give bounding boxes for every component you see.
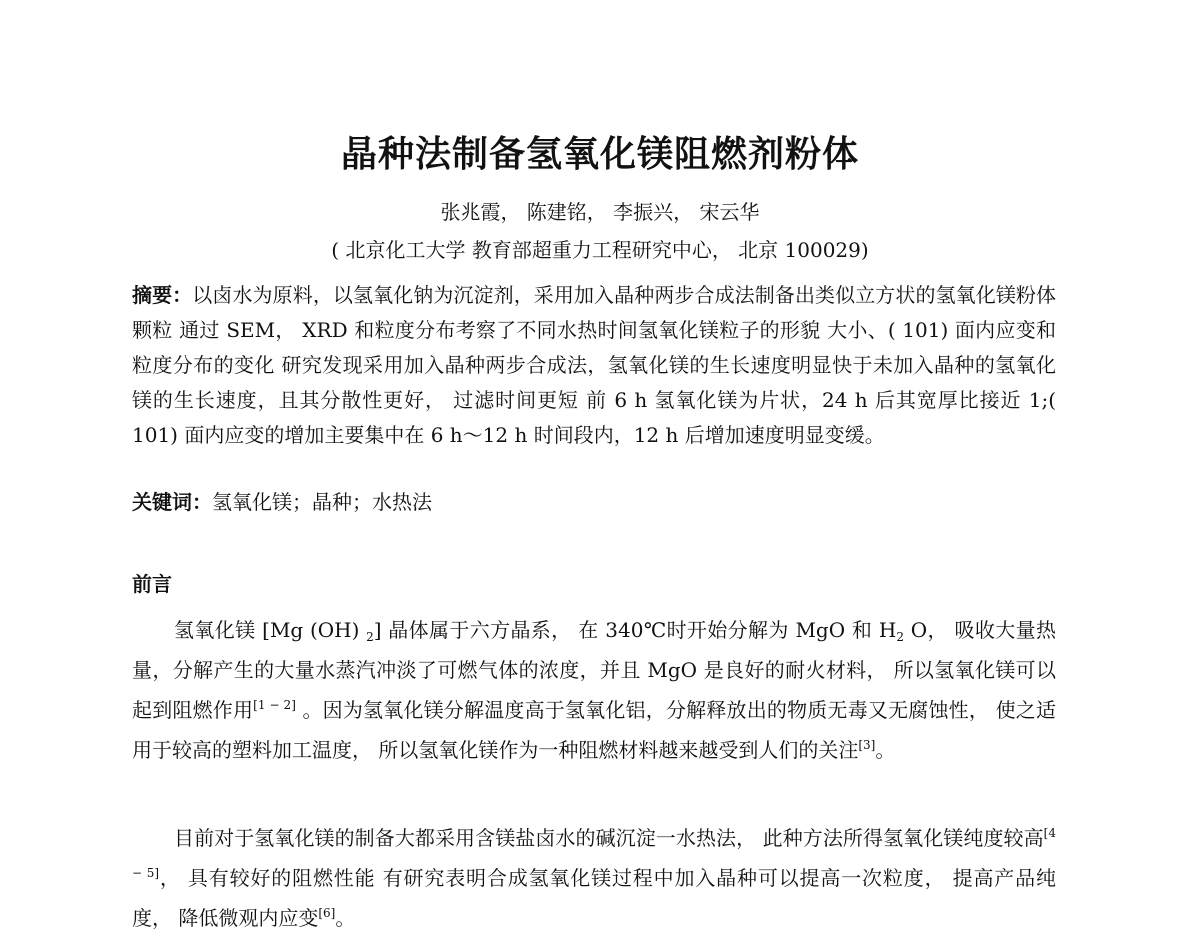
text-run: 。因为氢氧化镁分解温度高于氢氧化铝，分解释放出的物质无毒又无腐蚀性， 使之适用于较高的塑料加工温度， 所以氢氧化镁作为一种阻燃材料越来越受到人们的关注 <box>132 698 1057 762</box>
subscript: 2 <box>896 630 904 644</box>
keywords-text: 氢氧化镁；晶种；水热法 <box>212 490 432 514</box>
body-paragraph <box>132 610 1056 770</box>
affiliation: ( 北京化工大学 教育部超重力工程研究中心， 北京 100029) <box>331 238 869 262</box>
section-heading: 前言 <box>132 572 172 596</box>
citation: [4 − 5] <box>132 826 1056 880</box>
subscript: 2 <box>366 630 374 644</box>
paper-title: 晶种法制备氢氧化镁阻燃剂粉体 <box>340 134 859 175</box>
abstract <box>132 278 1056 453</box>
citation: [1 − 2] <box>253 698 296 712</box>
abstract-label: 摘要： <box>132 283 193 307</box>
citation: [6] <box>318 906 336 920</box>
keywords <box>132 486 1056 518</box>
abstract-text: 以卤水为原料，以氢氧化钠为沉淀剂，采用加入晶种两步合成法制备出类似立方状的氢氧化镁粉体颗粒 通过 SEM， XRD 和粒度分布考察了不同水热时间氢氧化镁粒子的形貌 大小、( 101) 面内应变和粒度分布的变化 研究发现采用加入晶种两步合成法，氢氧化镁的生长速度明显快于未加入晶种的氢氧化镁的生长速度，且其分散性更好， 过滤时间更短 前 6 h 氢氧化镁为片状，24 h 后其宽厚比接近 1;( 101) 面内应变的增加主要集中在 6 h～12 h 时间段内，12 h 后增加速度明显变缓。 <box>132 283 1057 447</box>
body-paragraph <box>132 818 1056 938</box>
citation: [3] <box>858 738 876 752</box>
text-run: 。 <box>875 738 896 762</box>
text-run: O， 吸收大量热量，分解产生的大量水蒸汽冲淡了可燃气体的浓度，并且 MgO 是良好的耐火材料， 所以氢氧化镁可以起到阻燃作用 <box>132 618 1056 722</box>
text-run: ， 具有较好的阻燃性能 有研究表明合成氢氧化镁过程中加入晶种可以提高一次粒度， 提高产品纯度， 降低微观内应变 <box>132 866 1056 930</box>
keywords-label: 关键词： <box>132 490 212 514</box>
text-run: 。 <box>335 906 356 930</box>
text-run: ] 晶体属于六方晶系， 在 340℃时开始分解为 MgO 和 H <box>373 618 897 642</box>
author-list: 张兆霞， 陈建铭， 李振兴， 宋云华 <box>440 200 760 224</box>
text-run: 氢氧化镁 [Mg (OH) <box>174 618 367 642</box>
text-run: 目前对于氢氧化镁的制备大都采用含镁盐卤水的碱沉淀一水热法， 此种方法所得氢氧化镁纯度较高 <box>174 826 1044 850</box>
